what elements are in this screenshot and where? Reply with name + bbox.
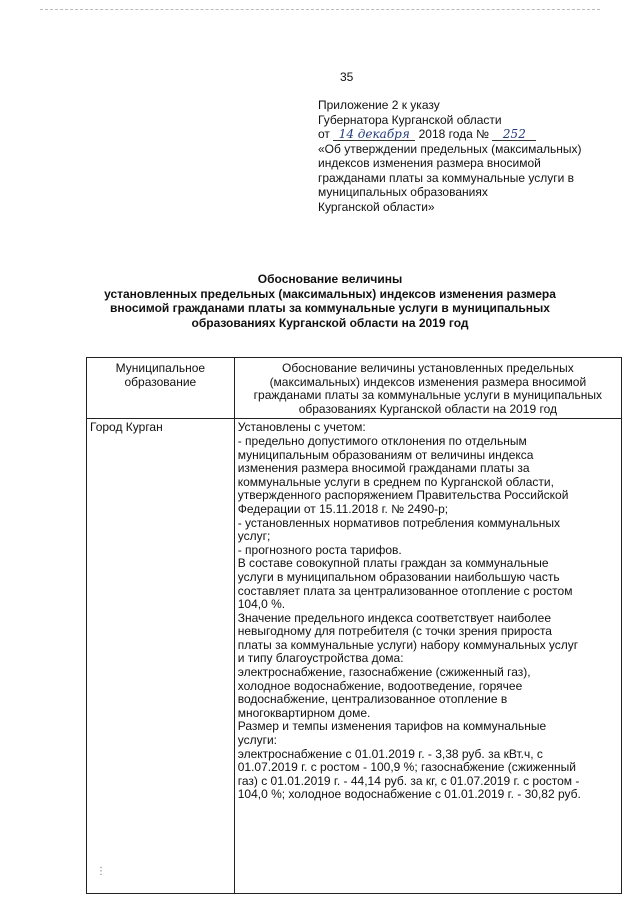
justification-line: невыгодному для потребителя (с точки зрения прироста: [237, 624, 552, 639]
header-text-line: гражданами платы за коммунальные услуги в муниципальных: [253, 388, 603, 403]
header-text-line: Муниципальное: [115, 361, 206, 375]
appendix-line-1: Приложение 2 к указу: [318, 98, 440, 112]
justification-line: муниципальным образованиям от величины индекса: [237, 447, 534, 462]
justification-cell: [234, 419, 621, 894]
header-text-line: (максимальных) индексов изменения размера вносимой: [269, 374, 587, 389]
appendix-block: [318, 98, 618, 214]
justification-line: электроснабжение с 01.01.2019 г. - 3,38 руб. за кВт.ч, с: [237, 746, 543, 761]
justification-line: составляет плата за централизованное отопление с ростом: [237, 583, 573, 598]
justification-line: платы за коммунальные услуги) набору коммунальных услуг: [237, 637, 579, 652]
justification-line: Размер и темпы изменения тарифов на коммунальные: [237, 719, 547, 734]
title-line: установленных предельных (максимальных) индексов изменения размера: [104, 286, 556, 301]
justification-line: Установлены с учетом:: [237, 420, 366, 435]
appendix-subject-line: Курганской области»: [318, 199, 435, 214]
header-text-line: образование: [124, 374, 197, 389]
justification-line: услуги:: [237, 733, 277, 748]
date-prefix: от: [318, 127, 330, 141]
justification-line: коммунальные услуги в среднем по Курганской области,: [237, 474, 554, 489]
justification-line: 104,0 %.: [237, 597, 286, 612]
date-year: 2018 года №: [418, 127, 490, 141]
justification-line: электроснабжение, газоснабжение (сжиженный газ),: [237, 665, 531, 680]
justification-line: утвержденного распоряжением Правительства Российской: [237, 488, 569, 503]
justification-line: услуги в муниципальном образовании наибольшую часть: [237, 569, 560, 584]
justification-line: - прогнозного роста тарифов.: [237, 542, 402, 557]
justification-line: 01.07.2019 г. с ростом - 100,9 %; газоснабжение (сжиженный: [237, 760, 576, 775]
justification-line: газ) с 01.01.2019 г. - 44,14 руб. за кг, с 01.07.2019 г. с ростом -: [237, 773, 580, 788]
justification-line: 104,0 %; холодное водоснабжение с 01.01.2019 г. - 30,82 руб.: [237, 787, 581, 802]
header-text-line: Обоснование величины установленных предельных: [281, 361, 574, 375]
justification-line: Значение предельного индекса соответствует наиболее: [237, 610, 552, 625]
table-header-row: [87, 358, 622, 419]
justification-line: изменения размера вносимой гражданами платы за: [237, 461, 530, 476]
justification-line: Федерации от 15.11.2018 г. № 2490-р;: [237, 501, 449, 516]
appendix-date-line: [318, 127, 618, 142]
title-line: образованиях Курганской области на 2019 год: [191, 315, 469, 330]
page-number: 35: [340, 70, 354, 84]
justification-line: В составе совокупной платы граждан за коммунальные: [237, 556, 549, 571]
header-text-line: образованиях Курганской области на 2019 год: [298, 401, 558, 416]
title-line: вносимой гражданами платы за коммунальные услуги в муниципальных: [110, 301, 550, 315]
scan-margin-mark: ⋮: [96, 866, 106, 877]
appendix-subject-line: индексов изменения размера вносимой: [318, 156, 541, 170]
appendix-subject-line: муниципальных образованиях: [318, 185, 488, 199]
justification-line: холодное водоснабжение, водоотведение, горячее: [237, 678, 523, 693]
appendix-subject-line: гражданами платы за коммунальные услуги в: [318, 170, 575, 185]
justification-line: - установленных нормативов потребления коммунальных: [237, 515, 560, 530]
justification-line: водоснабжение, централизованное отопление в: [237, 692, 508, 707]
justification-line: многоквартирном доме.: [237, 705, 371, 720]
justification-table: [86, 357, 622, 894]
handwritten-number: 252: [492, 128, 536, 141]
appendix-line-2: Губернатора Курганской области: [318, 112, 502, 127]
table-row: [87, 419, 622, 894]
header-municipality: [87, 358, 235, 419]
handwritten-date: 14 декабря: [333, 128, 415, 141]
document-title: [80, 272, 580, 330]
municipality-cell: Город Курган: [87, 419, 235, 894]
appendix-subject-line: «Об утверждении предельных (максимальных): [318, 141, 582, 156]
justification-line: - предельно допустимого отклонения по отдельным: [237, 433, 527, 448]
title-line: Обоснование величины: [257, 272, 403, 286]
top-edge-rule: [40, 9, 600, 10]
justification-line: услуг;: [237, 529, 271, 544]
justification-line: и типу благоустройства дома:: [237, 651, 404, 666]
header-justification: [234, 358, 621, 419]
